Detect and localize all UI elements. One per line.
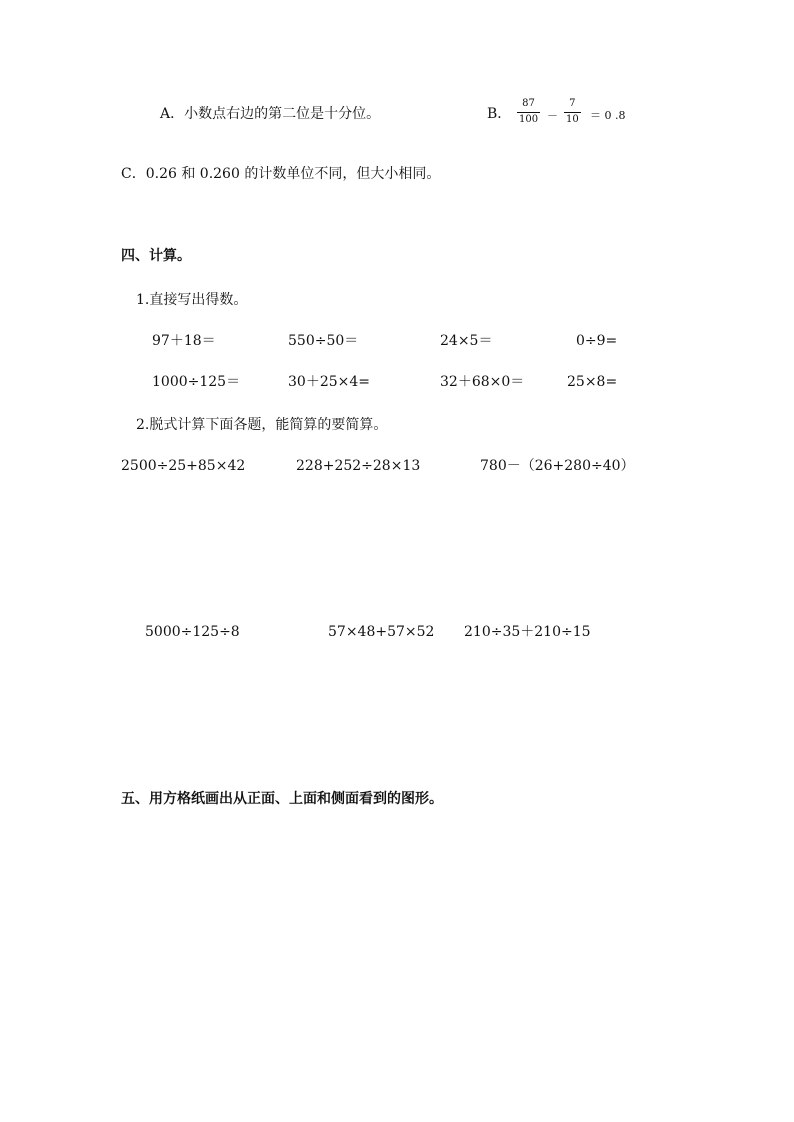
fraction-1-denominator: 100 [519,114,539,125]
part-2-title: 2.脱式计算下面各题，能简算的要简算。 [136,417,388,433]
oral-calc-item: 0÷9= [576,333,618,349]
fraction-1-bar [517,112,540,113]
written-calc-item: 210÷35＋210÷15 [464,624,591,640]
oral-calc-item: 550÷50＝ [288,333,359,349]
fraction-2-numerator: 7 [569,98,576,109]
written-calc-item: 780－（26+280÷40） [480,458,635,474]
option-b-fraction-2 [564,98,581,126]
option-b-fraction-1 [517,98,540,126]
section-5-title: 五、用方格纸画出从正面、上面和侧面看到的图形。 [121,791,443,807]
option-c: C．0.26 和 0.260 的计数单位不同，但大小相同。 [121,166,441,182]
fraction-2-bar [564,112,581,113]
oral-calc-item: 97＋18＝ [152,333,216,349]
section-4-title: 四、计算。 [121,248,191,264]
fraction-2-denominator: 10 [566,114,579,125]
option-b-label: B． [487,106,512,122]
written-calc-item: 5000÷125÷8 [145,624,240,640]
option-a: A．小数点右边的第二位是十分位。 [160,106,381,122]
part-1-title: 1.直接写出得数。 [136,292,248,308]
oral-calc-item: 1000÷125＝ [152,374,241,390]
option-b-minus: － [547,109,558,122]
written-calc-item: 2500÷25+85×42 [121,458,246,474]
written-calc-item: 228+252÷28×13 [296,458,421,474]
written-calc-item: 57×48+57×52 [328,624,435,640]
oral-calc-item: 25×8= [567,374,618,390]
fraction-1-numerator: 87 [522,98,535,109]
oral-calc-item: 30＋25×4= [288,374,370,390]
option-b-result: ＝ 0 .8 [590,109,626,122]
oral-calc-item: 32＋68×0＝ [440,374,525,390]
oral-calc-item: 24×5＝ [440,333,493,349]
